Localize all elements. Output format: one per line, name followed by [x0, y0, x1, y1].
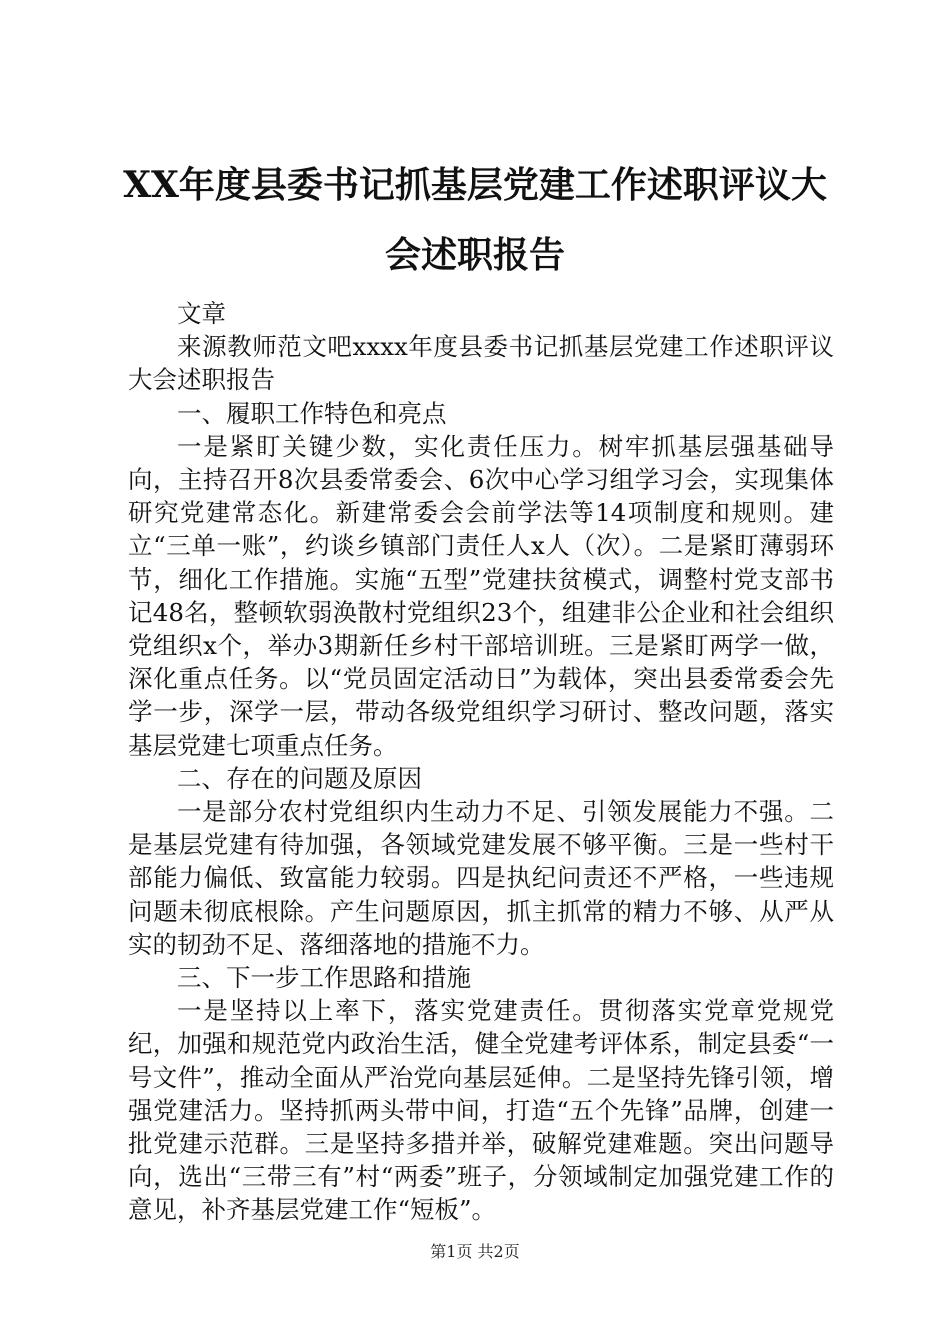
document-body	[128, 297, 834, 1227]
document-title: XX年度县委书记抓基层党建工作述职评议大会述职报告	[123, 164, 827, 276]
paragraph-source: 来源教师范文吧xxxx年度县委书记抓基层党建工作述职评议大会述职报告	[128, 332, 834, 395]
section-heading-3: 三、下一步工作思路和措施	[177, 963, 471, 993]
paragraph-section-1: 一是紧盯关键少数，实化责任压力。树牢抓基层强基础导向，主持召开8次县委常委会、6次中心学习组学习会，实现集体研究党建常态化。新建常委会会前学法等14项制度和规则。建立“三单一账”，约谈乡镇部门责任人x人（次）。二是紧盯薄弱环节，细化工作措施。实施“五型”党建扶贫模式，调整村党支部书记48名，整顿软弱涣散村党组织23个，组建非公企业和社会组织党组织x个，举办3期新任乡村干部培训班。三是紧盯两学一做，深化重点任务。以“党员固定活动日”为载体，突出县委常委会先学一步，深学一层，带动各级党组织学习研讨、整改问题，落实基层党建七项重点任务。	[128, 431, 834, 760]
section-heading-1: 一、履职工作特色和亮点	[177, 398, 447, 428]
page-number: 第1页 共2页	[430, 1242, 520, 1261]
paragraph-section-3: 一是坚持以上率下，落实党建责任。贯彻落实党章党规党纪，加强和规范党内政治生活，健全党建考评体系，制定县委“一号文件”，推动全面从严治党向基层延伸。二是坚持先锋引领，增强党建活力。坚持抓两头带中间，打造“五个先锋”品牌，创建一批党建示范群。三是坚持多措并举，破解党建难题。突出问题导向，选出“三带三有”村“两委”班子，分领域制定加强党建工作的意见，补齐基层党建工作“短板”。	[128, 996, 834, 1225]
section-heading-2: 二、存在的问题及原因	[177, 763, 422, 793]
paragraph-article: 文章	[177, 299, 226, 328]
paragraph-section-2: 一是部分农村党组织内生动力不足、引领发展能力不强。二是基层党建有待加强，各领域党建发展不够平衡。三是一些村干部能力偏低、致富能力较弱。四是执纪问责还不严格，一些违规问题未彻底根除。产生问题原因，抓主抓常的精力不够、从严从实的韧劲不足、落细落地的措施不力。	[128, 797, 834, 959]
